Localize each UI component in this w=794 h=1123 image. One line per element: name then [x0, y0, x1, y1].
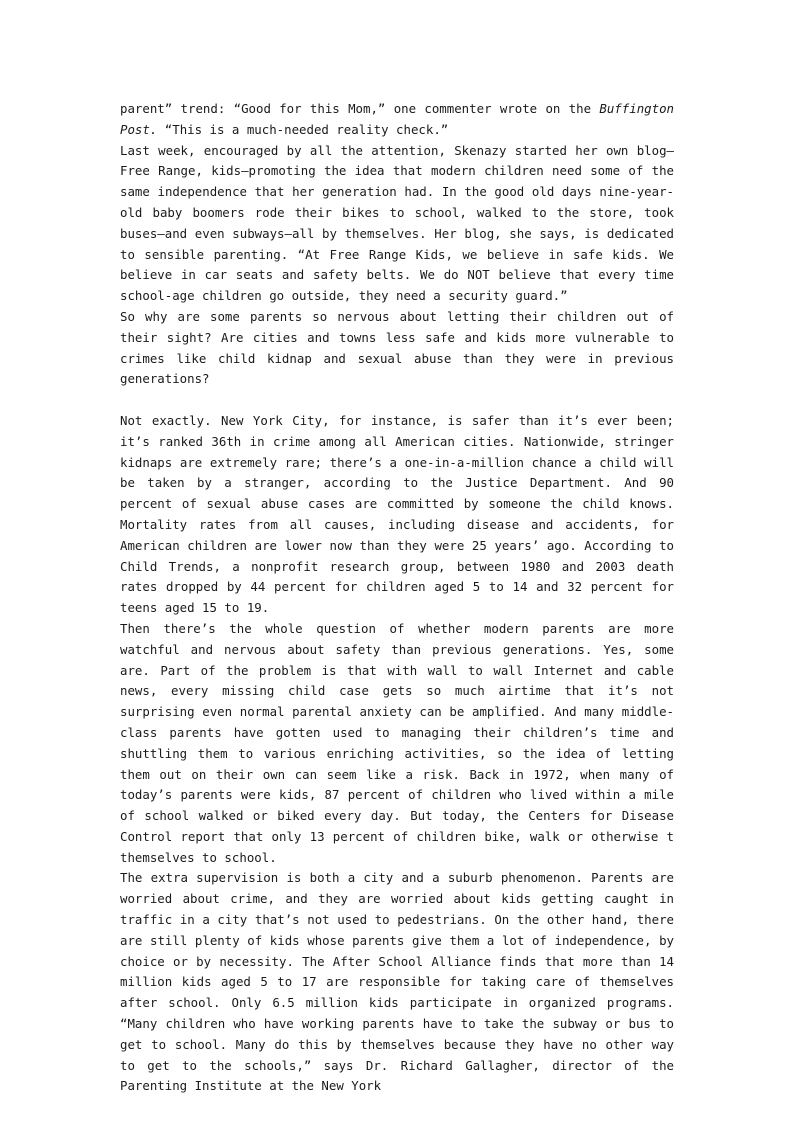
paragraph-3: So why are some parents so nervous about letting their children out of their sight? Are cities and towns less safe and kids more vulnerable to crimes like child kidnap and sexual abuse than they were in previous generations? — [120, 308, 674, 387]
document-page — [120, 99, 674, 1097]
paragraph-5: Then there’s the whole question of whether modern parents are more watchful and nervous about safety than previous generations. Yes, some are. Part of the problem is that with wall to wall Internet and cable news, every missing child case gets so much airtime that it’s not surprising even normal parental anxiety can be amplified. And many middle-class parents have gotten used to managing their children’s time and shuttling them to various enriching activities, so the idea of letting them out on their own can seem like a risk. Back in 1972, when many of today’s parents were kids, 87 percent of children who lived within a mile of school walked or biked every day. But today, the Centers for Disease Control report that only 13 percent of children bike, walk or otherwise t themselves to school. — [120, 620, 674, 865]
paragraph-4: Not exactly. New York City, for instance, is safer than it’s ever been; it’s ranked 36th in crime among all American cities. Nationwide, stringer kidnaps are extremely rare; there’s a one-in-a-million chance a child will be taken by a stranger, according to the Justice Department. And 90 percent of sexual abuse cases are committed by someone the child knows. Mortality rates from all causes, including disease and accidents, for American children are lower now than they were 25 years’ ago. According to Child Trends, a nonprofit research group, between 1980 and 2003 death rates dropped by 44 percent for children aged 5 to 14 and 32 percent for teens aged 15 to 19. — [120, 412, 674, 616]
paragraph-2: Last week, encouraged by all the attention, Skenazy started her own blog—Free Range, kids—promoting the idea that modern children need some of the same independence that her generation had. In the good old days nine-year-old baby boomers rode their bikes to school, walked to the store, took buses—and even subways—all by themselves. Her blog, she says, is dedicated to sensible parenting. “At Free Range Kids, we believe in safe kids. We believe in car seats and safety belts. We do NOT believe that every time school-age children go outside, they need a security guard.” — [120, 142, 674, 304]
paragraph-1-quote: “This is a much-needed reality check.” — [157, 121, 449, 137]
paragraph-1 — [120, 99, 674, 141]
paragraph-1-text: parent” trend: “Good for this Mom,” one commenter wrote on the — [120, 101, 600, 116]
source-title: Buffington Post. — [120, 101, 674, 137]
paragraph-6: The extra supervision is both a city and a suburb phenomenon. Parents are worried about crime, and they are worried about kids getting caught in traffic in a city that’s not used to pedestrians. On the other hand, there are still plenty of kids whose parents give them a lot of independence, by choice or by necessity. The After School Alliance finds that more than 14 million kids aged 5 to 17 are responsible for taking care of themselves after school. Only 6.5 million kids participate in organized programs. “Many children who have working parents have to take the subway or bus to get to school. Many do this by themselves because they have no other way to get to the schools,” says Dr. Richard Gallagher, director of the Parenting Institute at the New York — [120, 870, 674, 1094]
